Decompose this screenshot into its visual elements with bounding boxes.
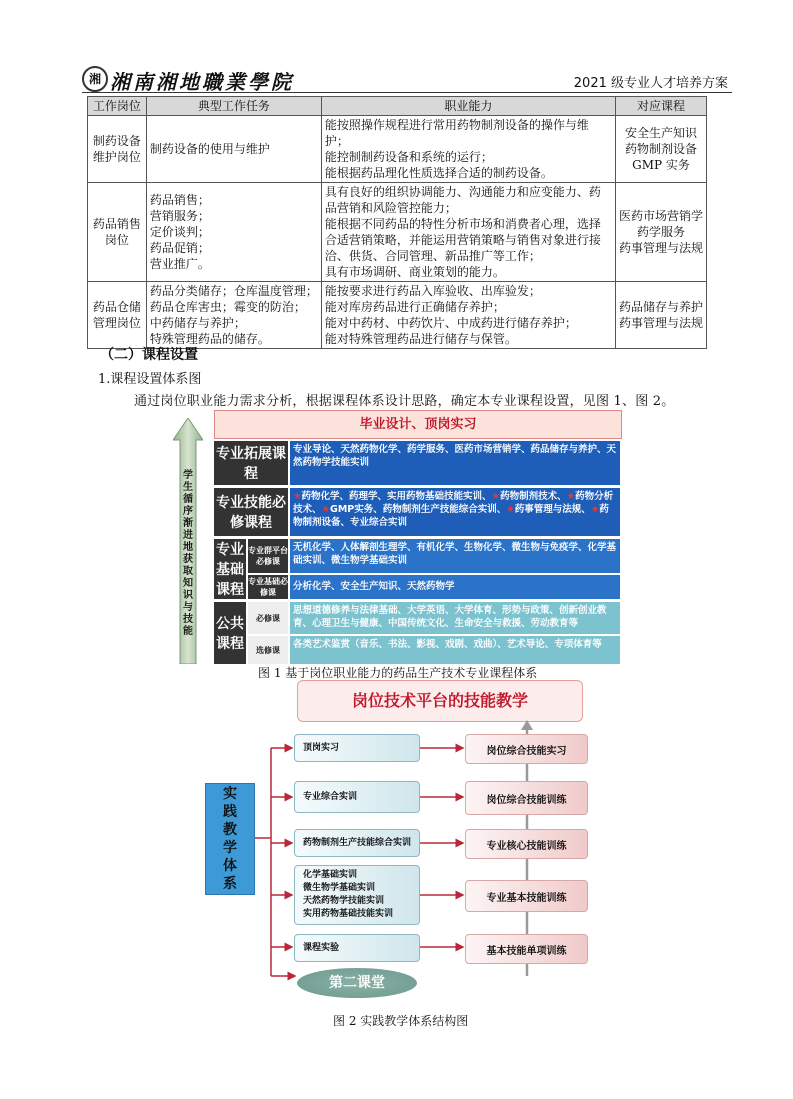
core-marker-icon: ★ <box>566 491 576 502</box>
cell-text: 具有良好的组织协调能力、沟通能力和应变能力、药品营销和风险管控能力； <box>324 185 601 215</box>
abilities-cell <box>321 183 615 282</box>
cell-text: 管理岗位 <box>92 316 141 330</box>
cell-text: 药品仓库害虫；霉变的防治； <box>149 300 306 314</box>
course-text: 药事管理与法规、 <box>514 504 591 515</box>
cell-text: 医药市场营销学 <box>618 209 703 223</box>
position-cell <box>88 183 147 282</box>
abilities-cell <box>321 282 615 349</box>
table-row <box>88 183 707 282</box>
cell-text: 营业推广。 <box>149 257 210 271</box>
second-classroom-oval: 第二课堂 <box>297 968 417 998</box>
graduation-internship-box: 毕业设计、顶岗实习 <box>214 410 622 439</box>
cell-text: 中药储存与养护； <box>149 316 246 330</box>
cell-text: 药事管理与法规 <box>618 316 703 330</box>
college-seal-icon: 湘 <box>82 66 108 92</box>
core-marker-icon: ★ <box>321 504 331 515</box>
extension-course-content: 专业导论、天然药物化学、药学服务、医药市场营销学、药品储存与养护、天然药物学技能实训 <box>290 441 620 485</box>
cell-text: 药学服务 <box>636 225 685 239</box>
table-row <box>88 116 707 183</box>
cell-text: 制药设备 <box>92 134 141 148</box>
cell-text: 药物制剂设备 <box>624 142 697 156</box>
college-logo-text: 湘南湘地職業學院 <box>110 70 294 94</box>
cell-text: 定价谈判； <box>149 225 210 239</box>
box-text: 微生物学基础实训 <box>303 883 376 893</box>
core-marker-icon: ★ <box>491 491 501 502</box>
course-text: 药物分析技术、 <box>293 491 614 515</box>
practice-system-box <box>205 783 255 895</box>
cell-text: 药品仓储 <box>92 300 141 314</box>
vertical-char: 实 <box>223 786 237 802</box>
cell-text: 能根据药品理化性质选择合适的制药设备。 <box>324 166 553 180</box>
practice-box-comprehensive <box>294 781 420 813</box>
cell-text: 维护岗位 <box>92 150 141 164</box>
platform-required-label: 专业群平台必修课 <box>248 539 288 573</box>
box-text: 化学基础实训 <box>303 870 358 880</box>
box-text: 课程实验 <box>303 942 340 953</box>
practice-system-figure <box>205 676 615 1006</box>
position-cell <box>88 116 147 183</box>
tasks-cell <box>146 116 321 183</box>
cell-text: 能按照操作规程进行常用药物制剂设备的操作与维护； <box>324 118 589 148</box>
vertical-char: 学 <box>223 840 237 856</box>
vertical-char: 践 <box>223 804 237 820</box>
course-system-figure <box>170 410 622 664</box>
col-header-position: 工作岗位 <box>88 97 147 116</box>
public-elective-label: 选修课 <box>248 636 288 664</box>
box-text: 专业综合实训 <box>303 791 358 802</box>
box-text: 天然药物学技能实训 <box>303 896 385 906</box>
core-marker-icon: ★ <box>506 504 515 515</box>
cell-text: 能对库房药品进行正确储存养护； <box>324 300 505 314</box>
col-header-tasks: 典型工作任务 <box>146 97 321 116</box>
cell-text: 能对特殊管理药品进行储存与保管。 <box>324 332 517 346</box>
vertical-char: 教 <box>223 822 237 838</box>
cell-text: 药品销售 <box>92 217 141 231</box>
skill-course-content <box>290 488 620 536</box>
skill-box-single: 基本技能单项训练 <box>465 934 588 964</box>
arrow-label: 学生循序渐进地获取知识与技能 <box>183 470 193 637</box>
vertical-char: 系 <box>223 876 237 892</box>
skill-course-label: 专业技能必修课程 <box>214 488 288 536</box>
document-title: 2021 级专业人才培养方案 <box>573 76 728 91</box>
foundation-course-label: 专业基础课程 <box>214 539 246 599</box>
page-header <box>82 62 732 93</box>
subsection-title: 1.课程设置体系图 <box>98 372 202 387</box>
col-header-courses: 对应课程 <box>615 97 706 116</box>
cell-text: 能按要求进行药品入库验收、出库验发； <box>324 284 541 298</box>
cell-text: 药事管理与法规 <box>618 241 703 255</box>
box-text: 顶岗实习 <box>303 742 340 753</box>
position-cell <box>88 282 147 349</box>
col-header-abilities: 职业能力 <box>321 97 615 116</box>
public-required-content: 思想道德修养与法律基础、大学英语、大学体育、形势与政策、创新创业教育、心理卫生与健康、中国传统文化、生命安全与救援、劳动教育等 <box>290 602 620 634</box>
courses-cell <box>615 116 706 183</box>
vertical-char: 体 <box>223 858 237 874</box>
public-elective-content: 各类艺术鉴赏（音乐、书法、影视、戏剧、戏曲）、艺术导论、专项体育等 <box>290 636 620 664</box>
practice-box-internship <box>294 734 420 762</box>
figure1-caption: 图 1 基于岗位职业能力的药品生产技术专业课程体系 <box>258 666 538 680</box>
box-text: 实用药物基础技能实训 <box>303 909 394 919</box>
foundation-required-content: 分析化学、安全生产知识、天然药物学 <box>290 575 620 599</box>
cell-text: 能根据不同药品的特性分析市场和消费者心理，选择合适营销策略，并能运用营销策略与销售对象进行接洽、供货、合同管理、新品推广等工作； <box>324 217 601 263</box>
cell-text: 能控制制药设备和系统的运行； <box>324 150 493 164</box>
cell-text: 岗位 <box>104 233 129 247</box>
course-text: GMP实务、药物制剂生产技能综合实训、 <box>330 504 507 515</box>
abilities-cell <box>321 116 615 183</box>
cell-text: 药品分类储存；仓库温度管理； <box>149 284 318 298</box>
tasks-cell <box>146 183 321 282</box>
cell-text: 安全生产知识 <box>624 126 697 140</box>
course-text: 药物制剂设备、专业综合实训 <box>293 504 609 528</box>
public-course-label: 公共课程 <box>214 602 246 664</box>
skill-box-basic: 专业基本技能训练 <box>465 880 588 912</box>
foundation-required-label: 专业基础必修课 <box>248 577 288 597</box>
practice-box-basic-training <box>294 865 420 925</box>
box-text: 药物制剂生产技能综合实训 <box>303 837 412 848</box>
cell-text: 药品销售； <box>149 193 210 207</box>
extension-course-label: 专业拓展课程 <box>214 441 288 485</box>
cell-text: 药品储存与养护 <box>618 300 703 314</box>
cell-text: 特殊管理药品的储存。 <box>149 332 270 346</box>
courses-cell <box>615 183 706 282</box>
skill-box-internship: 岗位综合技能实习 <box>465 734 588 764</box>
core-marker-icon: ★ <box>590 504 600 515</box>
platform-required-content: 无机化学、人体解剖生理学、有机化学、生物化学、微生物与免疫学、化学基础实训、微生物学基础实训 <box>290 539 620 573</box>
tasks-cell <box>146 282 321 349</box>
table-header-row <box>88 97 707 116</box>
course-text: 药物化学、药理学、实用药物基础技能实训、 <box>301 491 492 502</box>
practice-box-production <box>294 829 420 857</box>
cell-text: 能对中药材、中药饮片、中成药进行储存养护； <box>324 316 577 330</box>
body-paragraph: 通过岗位职业能力需求分析，根据课程体系设计思路，确定本专业课程设置，见图 1、图 2。 <box>134 394 675 409</box>
cell-text: 药品促销； <box>149 241 210 255</box>
cell-text: 营销服务； <box>149 209 210 223</box>
figure2-caption: 图 2 实践教学体系结构图 <box>333 1014 469 1028</box>
practice-box-experiment <box>294 934 420 962</box>
public-required-label: 必修课 <box>248 602 288 634</box>
section-title: （二）课程设置 <box>100 347 198 363</box>
skill-box-comprehensive: 岗位综合技能训练 <box>465 781 588 815</box>
table-row <box>88 282 707 349</box>
cell-text: GMP 实务 <box>632 158 690 172</box>
course-text: 药物制剂技术、 <box>500 491 567 502</box>
cell-text: 具有市场调研、商业策划的能力。 <box>324 265 505 279</box>
core-marker-icon: ★ <box>293 491 302 502</box>
platform-title-box: 岗位技术平台的技能教学 <box>297 680 583 722</box>
skill-box-core: 专业核心技能训练 <box>465 829 588 859</box>
cell-text: 制药设备的使用与维护 <box>149 142 270 156</box>
job-ability-table <box>87 96 707 349</box>
courses-cell <box>615 282 706 349</box>
